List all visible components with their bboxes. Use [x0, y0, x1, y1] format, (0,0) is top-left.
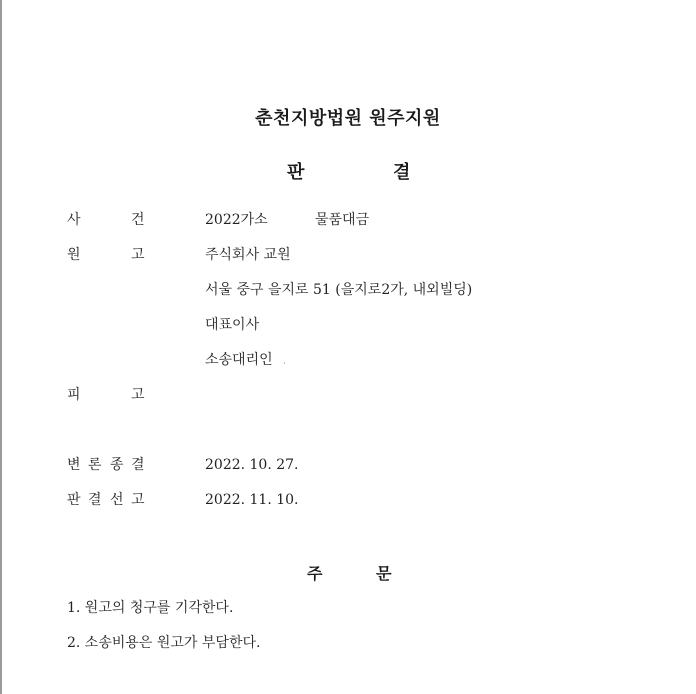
- case-number: 2022가소: [205, 212, 268, 228]
- closing-label-char-4: 결: [131, 457, 145, 473]
- sentencing-label-char-2: 결: [88, 492, 102, 508]
- sentencing-date: 2022. 11. 10.: [205, 492, 299, 508]
- plaintiff-label-char-1: 원: [67, 247, 81, 263]
- case-label-char-2: 건: [131, 212, 145, 228]
- case-name: 물품대금: [315, 212, 370, 228]
- order-item-2: 2. 소송비용은 원고가 부담한다.: [67, 635, 261, 651]
- plaintiff-representative: 대표이사: [205, 317, 260, 333]
- defendant-label-char-2: 고: [131, 387, 145, 403]
- order-item-1: 1. 원고의 청구를 기각한다.: [67, 600, 234, 616]
- plaintiff-address: 서울 중구 을지로 51 (을지로2가, 내외빌딩): [205, 282, 473, 298]
- sentencing-label-char-1: 판: [67, 492, 81, 508]
- court-name: 춘천지방법원 원주지원: [255, 108, 441, 129]
- plaintiff-name: 주식회사 교원: [205, 247, 291, 263]
- sentencing-label-char-3: 선: [110, 492, 124, 508]
- case-label-char-1: 사: [67, 212, 81, 228]
- redaction-mark: ·: [283, 359, 286, 369]
- plaintiff-label-char-2: 고: [131, 247, 145, 263]
- closing-label-char-1: 변: [67, 457, 81, 473]
- sentencing-label-char-4: 고: [131, 492, 145, 508]
- closing-label-char-3: 종: [110, 457, 124, 473]
- order-title-char-2: 문: [376, 564, 392, 583]
- defendant-label-char-1: 피: [67, 387, 81, 403]
- doc-title-char-1: 판: [287, 162, 305, 183]
- order-title-char-1: 주: [307, 564, 323, 583]
- closing-label-char-2: 론: [88, 457, 102, 473]
- plaintiff-attorney: 소송대리인: [205, 352, 273, 368]
- closing-date: 2022. 10. 27.: [205, 457, 299, 473]
- doc-title-char-2: 결: [393, 162, 411, 183]
